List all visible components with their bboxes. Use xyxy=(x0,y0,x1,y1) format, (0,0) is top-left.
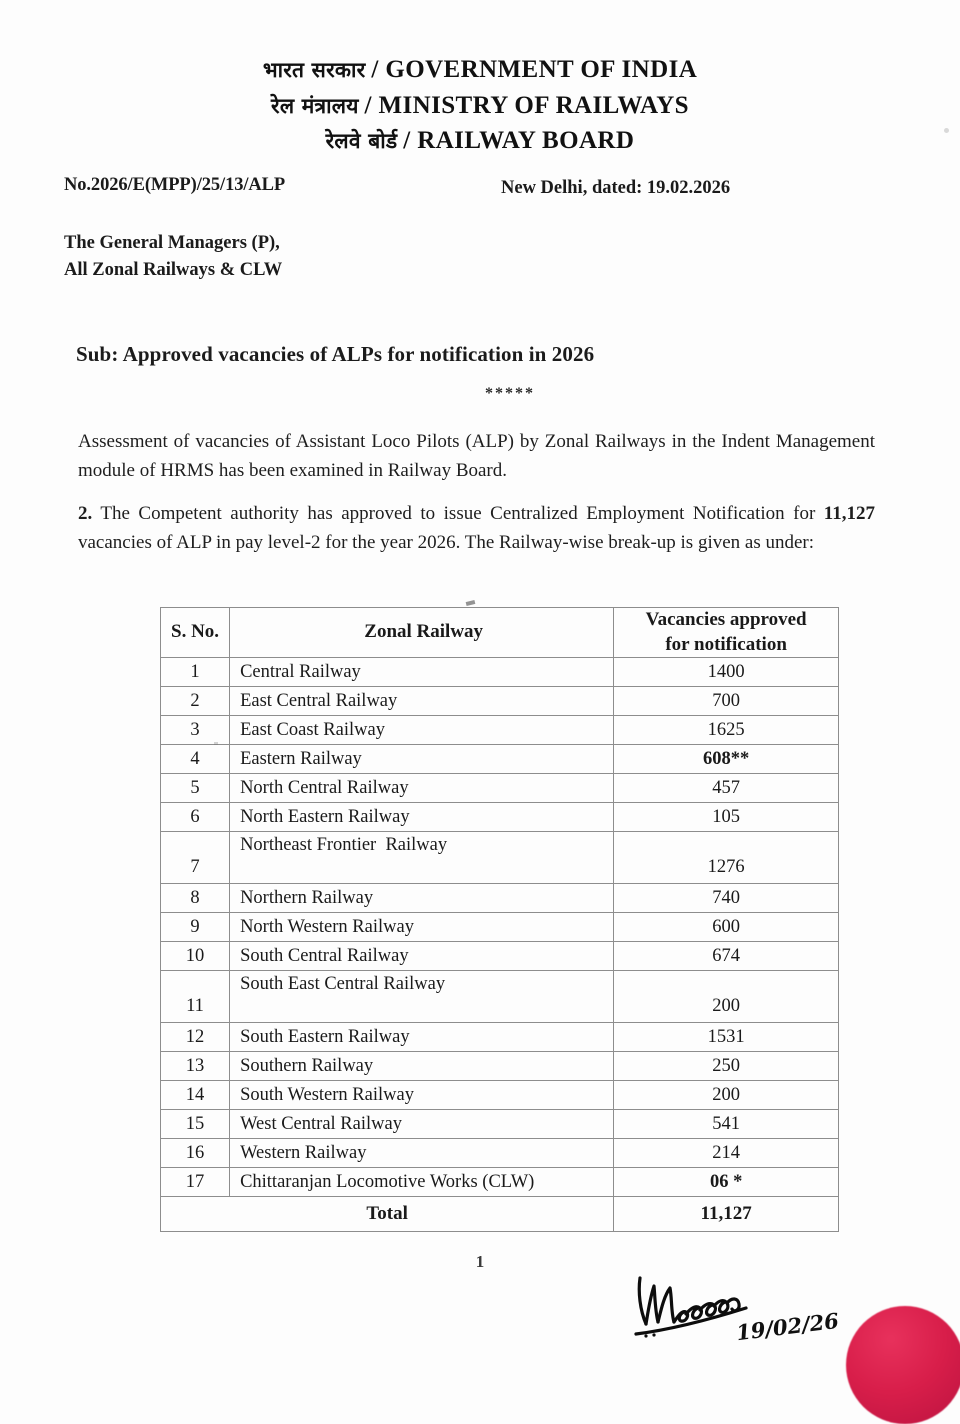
cell-zonal-railway: East Central Railway xyxy=(230,687,614,716)
table-row xyxy=(161,1023,839,1052)
vacancy-table-wrapper xyxy=(160,607,839,1232)
cell-zonal-railway: South East Central Railway xyxy=(230,971,614,1023)
cell-zonal-railway: Western Railway xyxy=(230,1139,614,1168)
letterhead-line-government xyxy=(0,52,960,88)
column-header-vacancies xyxy=(614,608,839,658)
cell-zonal-railway: Northern Railway xyxy=(230,884,614,913)
place-and-date: New Delhi, dated: 19.02.2026 xyxy=(501,178,731,198)
cell-serial-number: 15 xyxy=(161,1110,230,1139)
cell-zonal-railway: Central Railway xyxy=(230,658,614,687)
table-row xyxy=(161,1139,839,1168)
cell-vacancies: 457 xyxy=(614,774,839,803)
red-stamp xyxy=(846,1306,960,1424)
letterhead-line3-devanagari: रेलवे बोर्ड xyxy=(325,129,398,153)
cell-vacancies: 200 xyxy=(614,971,839,1023)
total-label: Total xyxy=(161,1197,614,1232)
letterhead-line2-devanagari: रेल मंत्रालय xyxy=(271,93,359,118)
subject-separator: ***** xyxy=(485,385,535,402)
cell-vacancies: 200 xyxy=(614,1081,839,1110)
cell-zonal-railway: Southern Railway xyxy=(230,1052,614,1081)
cell-serial-number: 1 xyxy=(161,658,230,687)
cell-vacancies: 674 xyxy=(614,942,839,971)
cell-vacancies: 1276 xyxy=(614,832,839,884)
cell-serial-number: 3 xyxy=(161,716,230,745)
paragraph-2-number: 2. xyxy=(78,503,93,524)
reference-number: No.2026/E(MPP)/25/13/ALP xyxy=(64,175,286,195)
cell-vacancies: 740 xyxy=(614,884,839,913)
table-row xyxy=(161,832,839,884)
cell-serial-number: 14 xyxy=(161,1081,230,1110)
letterhead-line3-roman: / RAILWAY BOARD xyxy=(403,127,635,154)
table-header-row xyxy=(161,608,839,658)
cell-serial-number: 9 xyxy=(161,913,230,942)
cell-zonal-railway: South Central Railway xyxy=(230,942,614,971)
table-row xyxy=(161,1168,839,1197)
cell-vacancies: 250 xyxy=(614,1052,839,1081)
addressee-block xyxy=(64,230,282,284)
addressee-line-2: All Zonal Railways & CLW xyxy=(64,259,283,280)
paragraph-2-text-post: vacancies of ALP in pay level-2 for the year 2026. The Railway-wise break-up is given as under: xyxy=(78,531,815,553)
vacancy-table-body xyxy=(161,658,839,1197)
table-row xyxy=(161,687,839,716)
table-row xyxy=(161,942,839,971)
cell-zonal-railway: Chittaranjan Locomotive Works (CLW) xyxy=(230,1168,614,1197)
cell-zonal-railway: South Western Railway xyxy=(230,1081,614,1110)
cell-serial-number: 2 xyxy=(161,687,230,716)
letterhead-line1-devanagari: भारत सरकार xyxy=(262,58,366,82)
cell-serial-number: 17 xyxy=(161,1168,230,1197)
letterhead xyxy=(0,52,960,159)
column-header-vacancies-line-1: Vacancies approved xyxy=(645,609,807,630)
cell-zonal-railway: West Central Railway xyxy=(230,1110,614,1139)
cell-serial-number: 12 xyxy=(161,1023,230,1052)
subject-line: Sub: Approved vacancies of ALPs for notification in 2026 xyxy=(76,342,595,366)
letterhead-line-ministry xyxy=(0,88,960,124)
letterhead-line-board xyxy=(0,123,960,159)
addressee-line-1: The General Managers (P), xyxy=(64,233,280,253)
table-row xyxy=(161,716,839,745)
letterhead-line1-roman: / GOVERNMENT OF INDIA xyxy=(371,56,698,83)
cell-serial-number: 16 xyxy=(161,1139,230,1168)
table-row xyxy=(161,1110,839,1139)
cell-zonal-railway: North Western Railway xyxy=(230,913,614,942)
cell-zonal-railway: Northeast Frontier Railway xyxy=(230,832,614,884)
cell-serial-number: 8 xyxy=(161,884,230,913)
body-paragraph-2 xyxy=(78,500,875,558)
scan-artifact xyxy=(466,600,476,606)
cell-vacancies: 1625 xyxy=(614,716,839,745)
table-row xyxy=(161,1052,839,1081)
cell-serial-number: 4 xyxy=(161,745,230,774)
cell-serial-number: 5 xyxy=(161,774,230,803)
letterhead-line2-roman: / MINISTRY OF RAILWAYS xyxy=(364,91,689,119)
scan-artifact xyxy=(944,128,949,133)
cell-zonal-railway: East Coast Railway xyxy=(230,716,614,745)
scan-artifact xyxy=(214,742,218,745)
cell-zonal-railway: South Eastern Railway xyxy=(230,1023,614,1052)
table-row xyxy=(161,745,839,774)
table-row xyxy=(161,1081,839,1110)
table-row xyxy=(161,774,839,803)
body-paragraph-1: Assessment of vacancies of Assistant Loco Pilots (ALP) by Zonal Railways in the Indent Management module of HRMS has been examined in Railway Board. xyxy=(78,431,875,481)
paragraph-2-text-pre: The Competent authority has approved to issue Centralized Employment Notification for xyxy=(92,503,824,524)
cell-vacancies: 541 xyxy=(614,1110,839,1139)
table-row xyxy=(161,884,839,913)
cell-vacancies: 600 xyxy=(614,913,839,942)
cell-serial-number: 10 xyxy=(161,942,230,971)
reference-line xyxy=(64,175,896,199)
column-header-vacancies-line-2: for notification xyxy=(665,633,787,655)
total-row xyxy=(161,1197,839,1232)
page-number: 1 xyxy=(475,1252,485,1271)
cell-serial-number: 11 xyxy=(161,971,230,1023)
vacancy-table-foot xyxy=(161,1197,839,1232)
signature-block xyxy=(628,1272,858,1352)
cell-vacancies: 214 xyxy=(614,1139,839,1168)
cell-zonal-railway: North Eastern Railway xyxy=(230,803,614,832)
cell-vacancies: 1400 xyxy=(614,658,839,687)
table-row xyxy=(161,803,839,832)
cell-serial-number: 7 xyxy=(161,832,230,884)
cell-zonal-railway: North Central Railway xyxy=(230,774,614,803)
cell-vacancies: 608** xyxy=(614,745,839,774)
total-value: 11,127 xyxy=(614,1197,839,1232)
column-header-zonal-railway: Zonal Railway xyxy=(230,608,614,658)
cell-zonal-railway: Eastern Railway xyxy=(230,745,614,774)
table-row xyxy=(161,658,839,687)
cell-serial-number: 6 xyxy=(161,803,230,832)
cell-vacancies: 06 * xyxy=(614,1168,839,1197)
table-row xyxy=(161,971,839,1023)
vacancy-table xyxy=(160,607,839,1232)
signature-date: 19/02/26 xyxy=(734,1307,841,1346)
column-header-serial-number: S. No. xyxy=(161,608,230,658)
table-row xyxy=(161,913,839,942)
cell-vacancies: 700 xyxy=(614,687,839,716)
cell-vacancies: 1531 xyxy=(614,1023,839,1052)
cell-vacancies: 105 xyxy=(614,803,839,832)
vacancy-table-head xyxy=(161,608,839,658)
paragraph-2-vacancy-count: 11,127 xyxy=(823,503,875,524)
cell-serial-number: 13 xyxy=(161,1052,230,1081)
